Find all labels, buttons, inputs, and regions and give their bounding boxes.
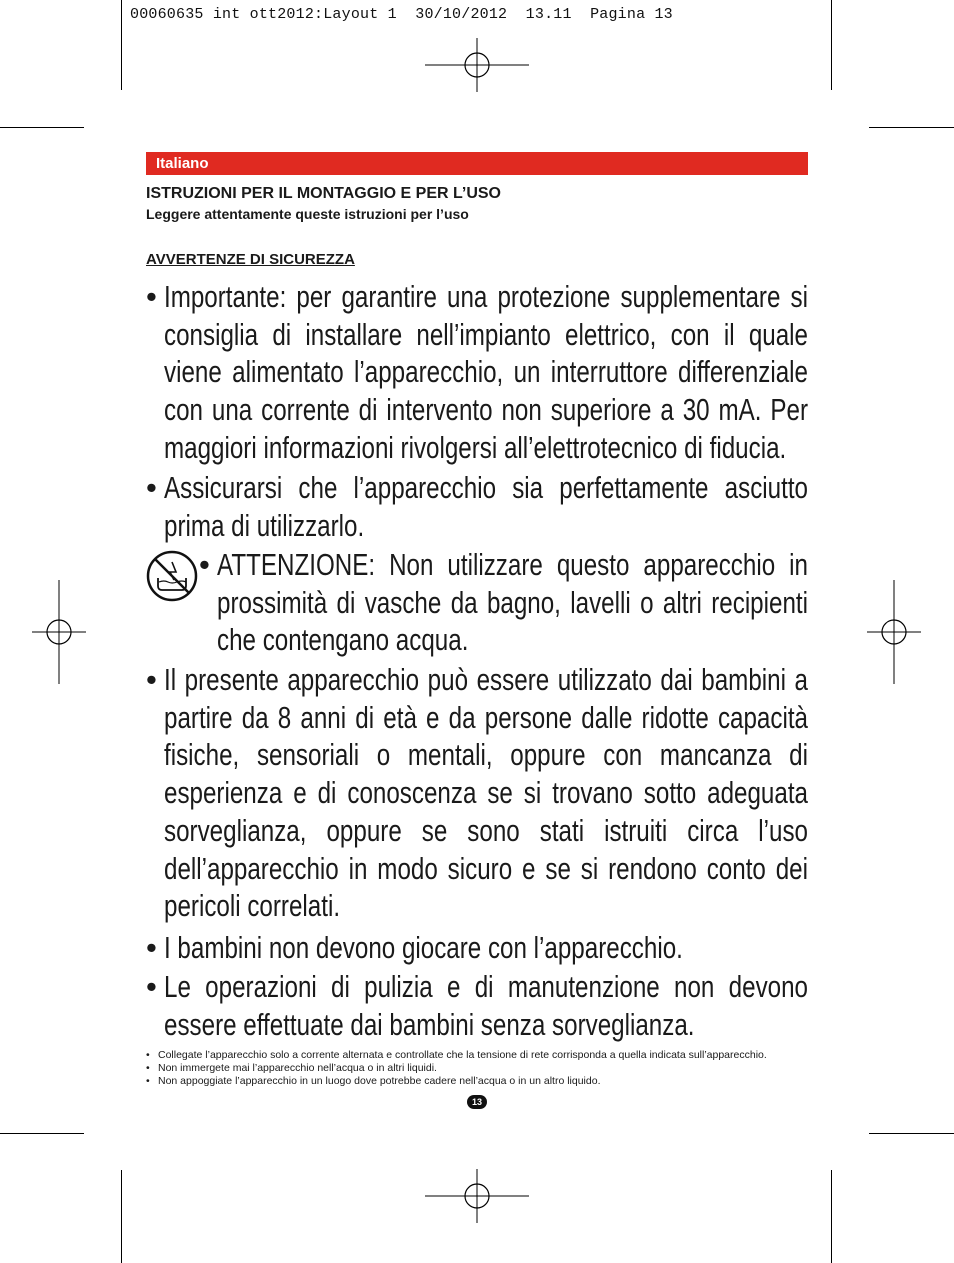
instructions-subtitle: Leggere attentamente queste istruzioni per l’uso [146,206,469,222]
warning-item [146,661,808,925]
safety-section-title: AVVERTENZE DI SICUREZZA [146,251,355,268]
note-text: Non appoggiate l’apparecchio in un luogo dove potrebbe cadere nell’acqua o in un altro liquido. [158,1075,601,1087]
note-item [146,1075,826,1088]
crop-mark [0,127,84,128]
language-label: Italiano [156,155,209,172]
page-number: 13 [467,1095,487,1109]
warning-text: Assicurarsi che l’apparecchio sia perfettamente asciutto prima di utilizzarlo. [164,470,808,543]
note-item [146,1062,826,1075]
registration-mark-top [425,38,529,92]
bullet: • [146,930,157,965]
bullet: • [146,662,157,697]
note-item [146,1049,826,1062]
bullet: • [146,969,157,1004]
print-slug: 00060635 int ott2012:Layout 1 30/10/2012 13.11 Pagina 13 [130,6,673,23]
warning-text: ATTENZIONE: Non utilizzare questo apparecchio in prossimità di vasche da bagno, lavelli o altri recipienti che contengano acqua. [217,547,808,658]
language-bar [146,152,808,175]
warning-text: Le operazioni di pulizia e di manutenzione non devono essere effettuate dai bambini senza sorveglianza. [164,969,808,1042]
crop-mark [831,1170,832,1263]
warning-item [146,469,808,544]
crop-mark [121,1170,122,1263]
bullet: • [146,1075,150,1087]
warning-text: Il presente apparecchio può essere utilizzato dai bambini a partire da 8 anni di età e da persone dalle ridotte capacità fisiche, sensoriali o mentali, oppure con mancanza di esperienza e di conoscenza se si trovano sotto adeguata sorveglianza, oppure se sono stati istruiti circa l’uso dell’apparecchio in modo sicuro e se si rendono conto dei pericoli correlati. [164,662,808,924]
registration-mark-bottom [425,1169,529,1223]
note-text: Collegate l’apparecchio solo a corrente alternata e controllate che la tensione di rete corrisponda a quella indicata sull’apparecchio. [158,1049,767,1061]
note-text: Non immergete mai l’apparecchio nell’acqua o in altri liquidi. [158,1062,437,1074]
warning-item [199,546,808,659]
bullet: • [146,279,157,314]
warning-text: I bambini non devono giocare con l’apparecchio. [164,930,683,965]
warning-item [146,968,808,1043]
warning-item [146,929,808,967]
no-water-bath-icon [146,550,198,602]
crop-mark [121,0,122,90]
crop-mark [831,0,832,90]
registration-mark-left [32,580,86,684]
bullet: • [146,1062,150,1074]
warning-text: Importante: per garantire una protezione supplementare si consiglia di installare nell’impianto elettrico, con il quale viene alimentato l’apparecchio, un interruttore differenziale con una corrente di intervento non superiore a 30 mA. Per maggiori informazioni rivolgersi all’elettrotecnico di fiducia. [164,279,808,465]
crop-mark [0,1133,84,1134]
bullet: • [146,1049,150,1061]
bullet: • [199,547,210,582]
registration-mark-right [867,580,921,684]
bullet: • [146,470,157,505]
instructions-title: ISTRUZIONI PER IL MONTAGGIO E PER L’USO [146,185,501,202]
crop-mark [869,127,954,128]
warning-item [146,278,808,467]
crop-mark [869,1133,954,1134]
